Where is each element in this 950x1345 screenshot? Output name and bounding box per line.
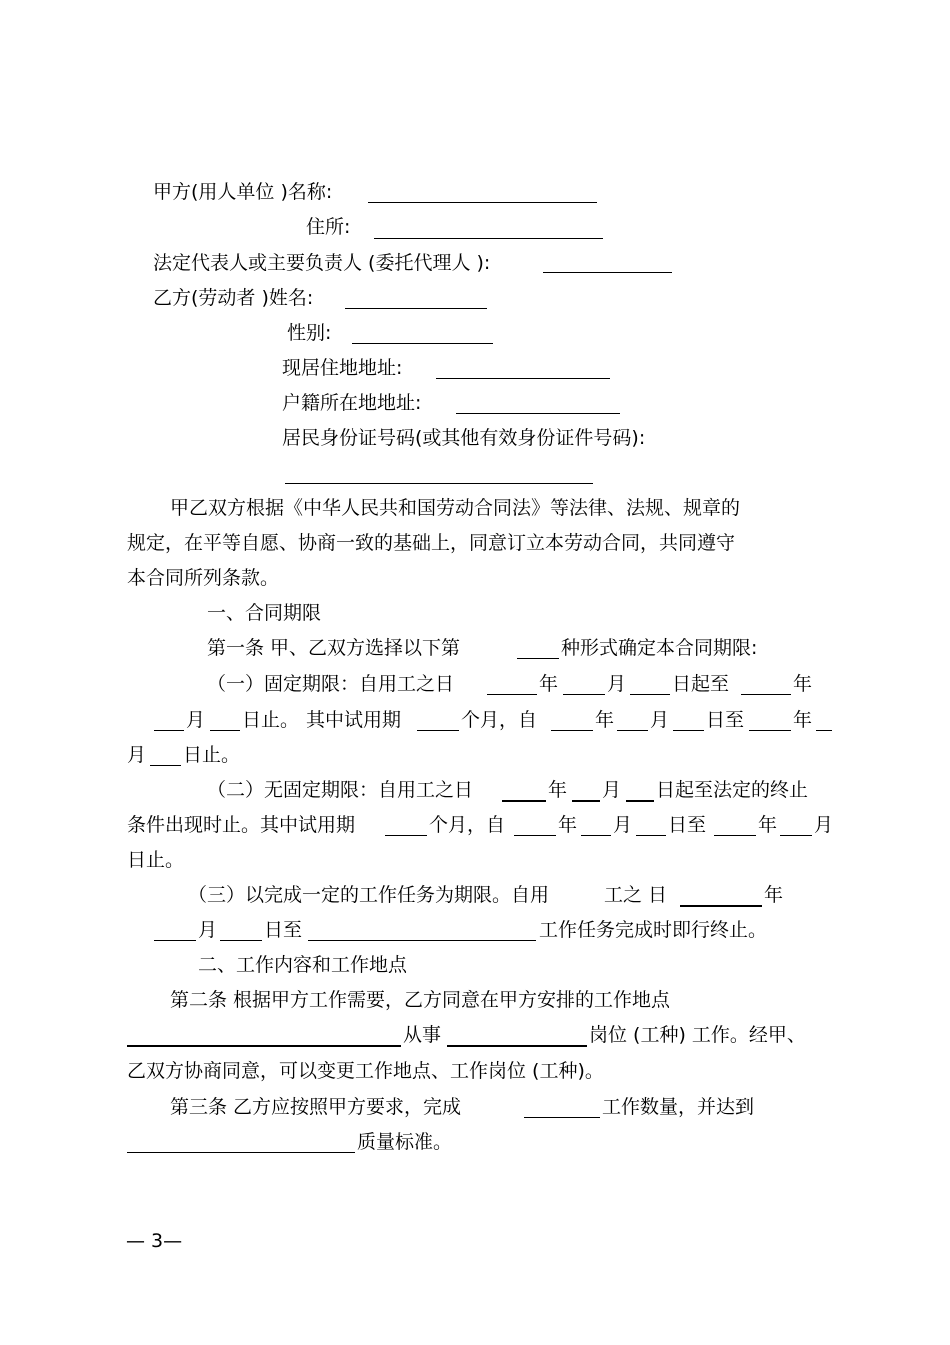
fixed-term-prefix: （一）固定期限：自用工之日 (207, 673, 455, 695)
section-2-heading: 二、工作内容和工作地点 (198, 954, 408, 976)
open-month-label: 月 (602, 779, 622, 801)
fixed-end-year-blank[interactable] (741, 694, 791, 695)
task-to-label: 日至 (264, 919, 303, 941)
open-start-year-blank[interactable] (502, 800, 546, 802)
open-trial-end-year-label: 年 (758, 814, 778, 836)
task-term-mid: 工之 日 (604, 884, 668, 906)
party-a-name-blank[interactable] (368, 202, 597, 203)
fixed-trial-start-month-blank[interactable] (617, 730, 648, 731)
work-quantity-blank[interactable] (524, 1117, 600, 1118)
preamble-line-1: 甲乙双方根据《中华人民共和国劳动合同法》等法律、法规、规章的 (170, 497, 741, 519)
fixed-trial-end-day-blank[interactable] (150, 765, 181, 766)
fixed-months-from-label: 个月，自 (461, 709, 538, 731)
article-3-text-a: 第三条 乙方应按照甲方要求，完成 (170, 1096, 462, 1118)
open-months-from-label: 个月，自 (429, 814, 506, 836)
open-trial-to-label: 日至 (668, 814, 707, 836)
open-trial-months-blank[interactable] (385, 835, 427, 836)
fixed-trial-label: 其中试用期 (306, 709, 402, 731)
party-b-current-address-blank[interactable] (436, 378, 610, 379)
task-term-prefix: （三）以完成一定的工作任务为期限。自用 (188, 884, 550, 906)
open-year-label: 年 (548, 779, 568, 801)
fixed-from-until-label: 日起至 (672, 673, 730, 695)
page-number: — 3— (126, 1230, 183, 1252)
fixed-trial-end-label: 日止。 (183, 744, 241, 766)
fixed-trial-end-year-label: 年 (793, 709, 813, 731)
party-a-address-label: 住所: (306, 216, 351, 238)
fixed-trial-start-day-blank[interactable] (673, 730, 704, 731)
fixed-start-year-blank[interactable] (487, 694, 537, 695)
article-3-text-b: 工作数量，并达到 (602, 1096, 755, 1118)
party-b-name-label: 乙方(劳动者 )姓名: (153, 287, 314, 309)
task-description-blank[interactable] (308, 940, 536, 941)
task-month-label: 月 (198, 919, 218, 941)
party-a-legal-rep-blank[interactable] (543, 272, 672, 273)
fixed-trial-end-month-blank-a[interactable] (816, 730, 832, 731)
fixed-end-day-label: 日止。 (242, 709, 300, 731)
work-location-blank[interactable] (127, 1045, 401, 1047)
open-start-month-blank[interactable] (572, 800, 600, 802)
fixed-year-label: 年 (539, 673, 559, 695)
fixed-trial-end-month-label: 月 (127, 744, 147, 766)
task-end-label: 工作任务完成时即行终止。 (539, 919, 768, 941)
open-line-3-text: 日止。 (127, 849, 185, 871)
article-2-line-1: 第二条 根据甲方工作需要，乙方同意在甲方安排的工作地点 (170, 989, 671, 1011)
fixed-end-month-label: 月 (186, 709, 206, 731)
fixed-start-month-blank[interactable] (563, 694, 605, 695)
fixed-trial-start-year-blank[interactable] (551, 730, 593, 731)
party-b-name-blank[interactable] (345, 308, 487, 309)
party-a-address-blank[interactable] (374, 238, 603, 239)
section-1-heading: 一、合同期限 (207, 602, 322, 624)
open-start-day-blank[interactable] (626, 800, 654, 802)
party-a-name-label: 甲方(用人单位 )名称: (153, 181, 333, 203)
quality-standard-blank[interactable] (127, 1152, 355, 1153)
open-trial-end-month-label: 月 (814, 814, 834, 836)
open-term-prefix: （二）无固定期限：自用工之日 (207, 779, 474, 801)
article-2-line-3: 乙双方协商同意，可以变更工作地点、工作岗位 (工种)。 (127, 1060, 604, 1082)
fixed-end-year-label: 年 (793, 673, 813, 695)
article-2-from-label: 从事 (403, 1024, 442, 1046)
article-1-text-b: 种形式确定本合同期限: (561, 637, 758, 659)
party-b-gender-blank[interactable] (352, 343, 493, 344)
article-3-line-2: 质量标准。 (357, 1131, 453, 1153)
fixed-trial-year-label: 年 (595, 709, 615, 731)
fixed-end-day-blank[interactable] (210, 730, 240, 731)
fixed-trial-end-year-blank[interactable] (749, 730, 791, 731)
open-trial-start-day-blank[interactable] (636, 835, 666, 836)
party-b-gender-label: 性别: (287, 322, 332, 344)
party-b-household-address-blank[interactable] (456, 413, 620, 414)
party-a-legal-rep-label: 法定代表人或主要负责人 (委托代理人 ): (153, 252, 491, 274)
fixed-month-label: 月 (607, 673, 627, 695)
open-line-2-text: 条件出现时止。其中试用期 (127, 814, 356, 836)
article-1-text-a: 第一条 甲、乙双方选择以下第 (207, 637, 461, 659)
task-start-month-blank[interactable] (154, 940, 196, 941)
fixed-trial-months-blank[interactable] (417, 730, 459, 731)
preamble-line-3: 本合同所列条款。 (127, 567, 280, 589)
fixed-start-day-blank[interactable] (630, 694, 670, 695)
fixed-trial-to-label: 日至 (706, 709, 745, 731)
fixed-trial-month-label: 月 (650, 709, 670, 731)
task-year-label: 年 (764, 884, 784, 906)
preamble-line-2: 规定，在平等自愿、协商一致的基础上，同意订立本劳动合同，共同遵守 (127, 532, 736, 554)
party-b-household-address-label: 户籍所在地地址: (282, 392, 422, 414)
party-b-current-address-label: 现居住地地址: (282, 357, 403, 379)
open-until-label: 日起至法定的终止 (656, 779, 809, 801)
article-1-form-blank[interactable] (517, 658, 559, 659)
article-2-post-label: 岗位 (工种) 工作。经甲、 (589, 1024, 806, 1046)
job-post-blank[interactable] (447, 1045, 587, 1047)
party-b-id-label: 居民身份证号码(或其他有效身份证件号码): (282, 427, 646, 449)
fixed-end-month-blank[interactable] (154, 730, 184, 731)
open-trial-end-year-blank[interactable] (714, 835, 756, 836)
task-start-year-blank[interactable] (680, 905, 762, 907)
party-b-id-blank[interactable] (285, 483, 593, 484)
open-trial-year-label: 年 (558, 814, 578, 836)
open-trial-month-label: 月 (613, 814, 633, 836)
open-trial-end-month-blank[interactable] (780, 835, 812, 836)
task-start-day-blank[interactable] (220, 940, 262, 941)
open-trial-start-year-blank[interactable] (514, 835, 556, 836)
open-trial-start-month-blank[interactable] (581, 835, 611, 836)
